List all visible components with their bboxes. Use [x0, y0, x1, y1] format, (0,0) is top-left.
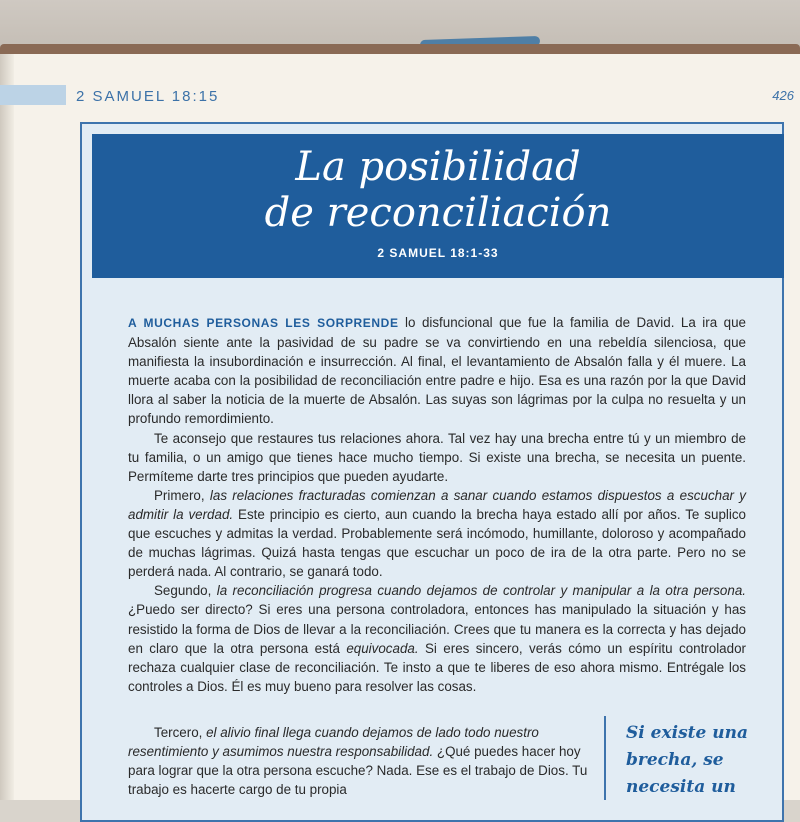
lead-in: A MUCHAS PERSONAS LES SORPRENDE [128, 316, 399, 330]
paragraph-4-start: Segundo, [154, 583, 217, 599]
header-color-tab [0, 85, 66, 105]
paragraph-1 [128, 313, 746, 429]
principle-1: las relaciones fracturadas comienzan a sanar cuando estamos dispuestos a escuchar y admitir la verdad. [128, 487, 746, 522]
paragraph-1-text: lo disfuncional que fue la familia de David. La ira que Absalón siente ante la pasividad de su padre se va convirtiendo en una rebeldía silenciosa, que manifiesta la insubordinación e insurrección. Al final, el levantamiento de Absalón falla y él muere. La muerte acaba con la posibilidad de reconciliación entre padre e hijo. Esa es una razón por la que David llora al saber la noticia de la muerte de Absalón. Las suyas son lágrimas por la culpa no resuelta y un profundo remordimiento. [128, 315, 746, 427]
paragraph-4 [128, 581, 746, 696]
article-title-line-1: La posibilidad [295, 144, 581, 190]
article-banner [92, 134, 784, 278]
paragraph-5-rest: ¿Qué puedes hacer hoy para lograr que la otra persona escuche? Nada. Ese es el trabajo de Dios. Tu trabajo es hacerte cargo de tu propia [128, 744, 588, 798]
emphasis-word: equivocada. [346, 640, 419, 656]
paragraph-2: Te aconsejo que restaures tus relaciones ahora. Tal vez hay una brecha entre tú y un miembro de tu familia, o un amigo que tienes hace mucho tiempo. Si existe una brecha, se necesita un puente. Permíteme darte tres principios que pueden ayudarte. [128, 430, 746, 484]
principle-2: la reconciliación progresa cuando dejamos de controlar y manipular a la otra persona. [216, 583, 746, 599]
paragraph-3 [128, 486, 746, 581]
paragraph-4-rest: Si eres sincero, verás cómo un espíritu controlador rechaza cualquier clase de reconciliación. Te insto a que te liberes de eso ahora mismo. Entrégale los controles a Dios. Él es muy bueno para resolver las cosas. [128, 640, 746, 694]
paragraph-5 [128, 723, 596, 799]
page-gutter-edge [0, 54, 14, 800]
pullquote: Si existe una brecha, se necesita un [626, 723, 748, 797]
paragraph-4-middle: ¿Puedo ser directo? Si eres una persona controladora, entonces has manipulado la situación y has resistido la forma de Dios de llevar a la reconciliación. Crees que tu manera es la correcta y has dejado en claro que la otra persona está [128, 602, 746, 656]
running-head: 2 SAMUEL 18:15 [76, 88, 220, 105]
page-number: 426 [772, 88, 794, 103]
principle-3: el alivio final llega cuando dejamos de lado todo nuestro resentimiento y asumimos nuestra responsabilidad. [128, 725, 539, 760]
paragraph-3-start: Primero, [154, 487, 210, 503]
article-title [92, 144, 784, 236]
scripture-reference: 2 SAMUEL 18:1-33 [377, 246, 499, 260]
paragraph-5-start: Tercero, [154, 725, 207, 740]
article-title-line-2: de reconciliación [264, 190, 612, 236]
article-body [128, 313, 746, 696]
paragraph-3-rest: Este principio es cierto, aun cuando la brecha haya estado allí por años. Te suplico que escuches y admitas la verdad. Probablemente será incómodo, humillante, doloroso y acompañado de muchas lágrimas. Quizá hasta tengas que escuchar un poco de ira de la otra parte. Pero no se perderá nada. Al contrario, se ganará todo. [128, 506, 746, 580]
pullquote-rule [604, 716, 606, 800]
